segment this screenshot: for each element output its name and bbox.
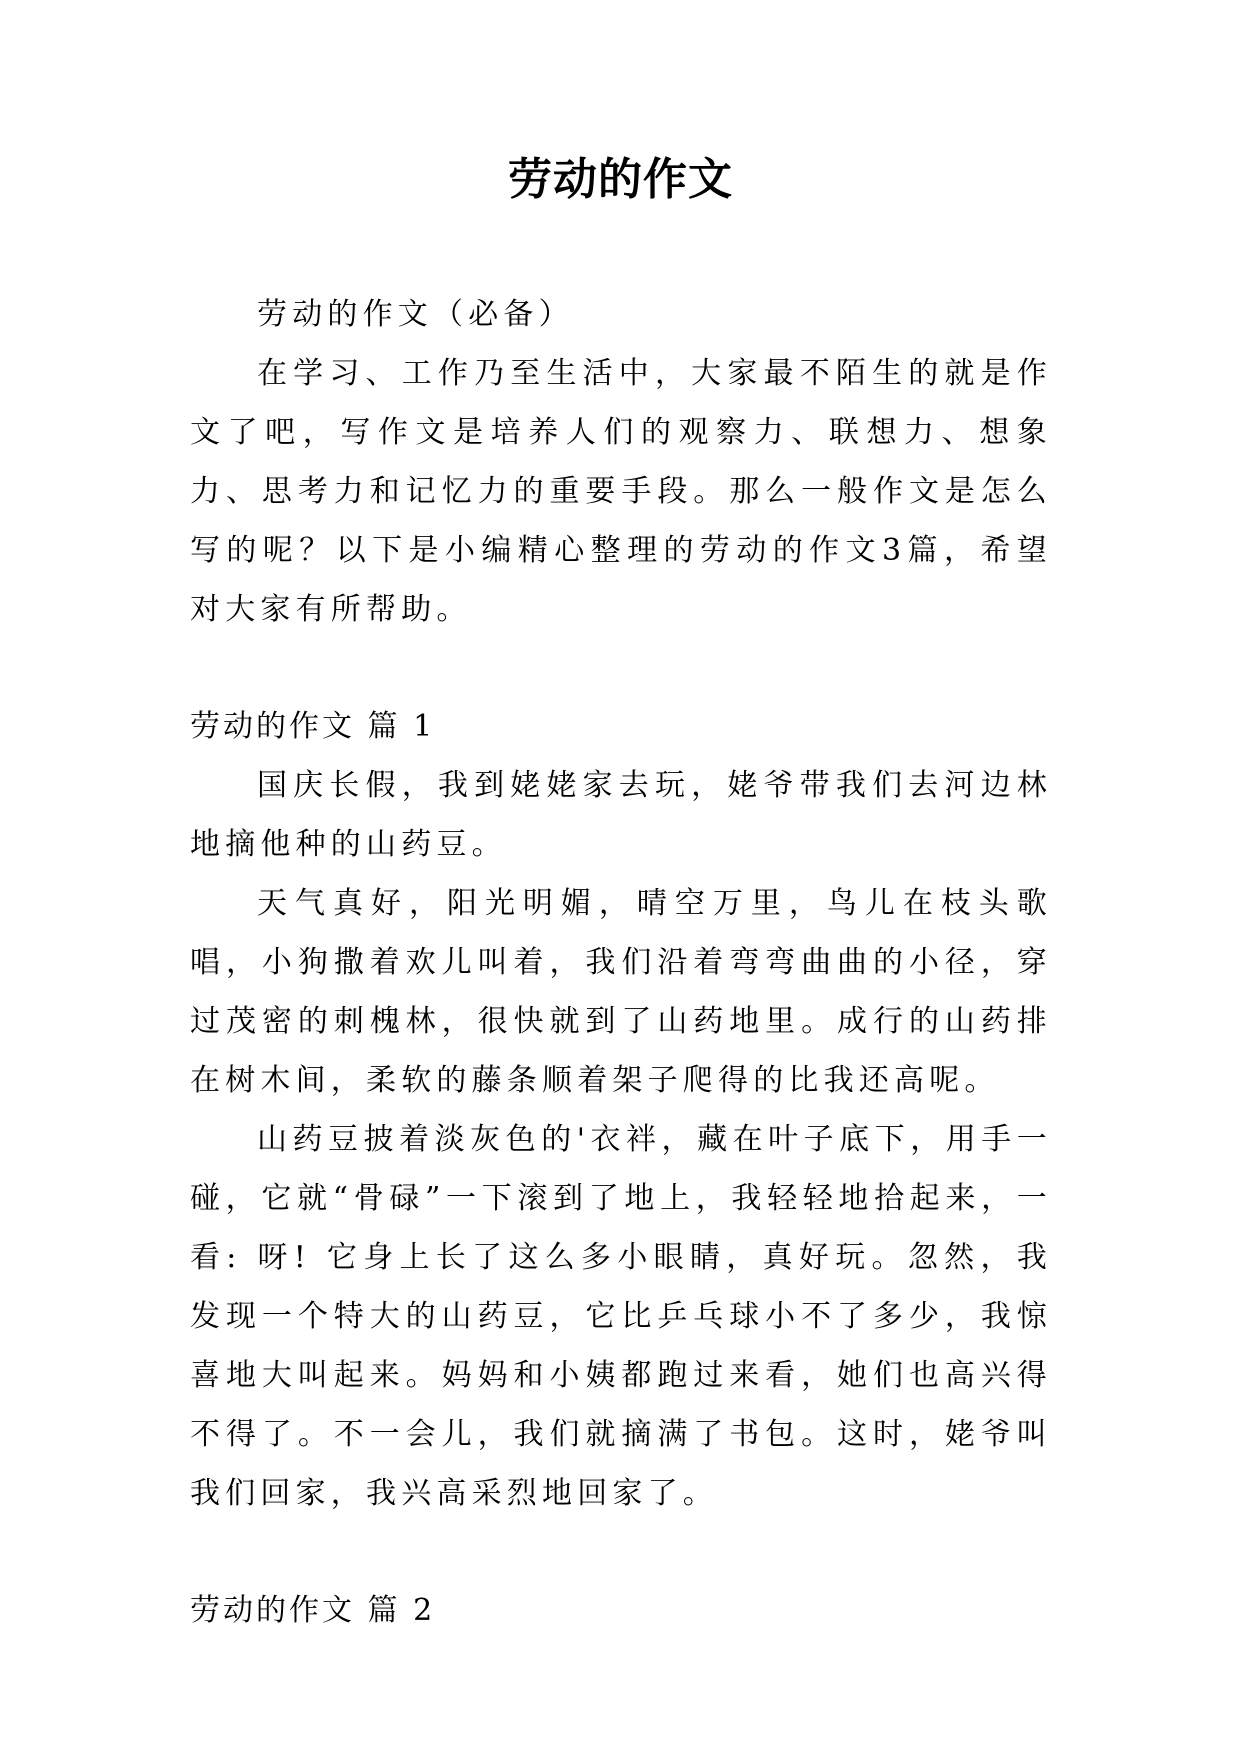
essay-1-paragraph-3: 山药豆披着淡灰色的'衣袢，藏在叶子底下，用手一碰，它就“骨碌”一下滚到了地上，我轻轻地拾起来，一看: 呀! 它身上长了这么多小眼睛，真好玩。忽然，我发现一个特大的山药豆，它比乒乓球小不了多少，我惊喜地大叫起来。妈妈和小姨都跑过来看，她们也高兴得不得了。不一会儿，我们就摘满了书包。这时，姥爷叫我们回家，我兴高采烈地回家了。 <box>190 1122 1052 1511</box>
essay-2-heading: 劳动的作文 篇 2 <box>190 1593 436 1628</box>
intro-paragraph: 在学习、工作乃至生活中，大家最不陌生的就是作文了吧，写作文是培养人们的观察力、联想力、想象力、思考力和记忆力的重要手段。那么一般作文是怎么写的呢？以下是小编精心整理的劳动的作文3篇，希望对大家有所帮助。 <box>190 356 1052 627</box>
essay-1-paragraph-1: 国庆长假，我到姥姥家去玩，姥爷带我们去河边林地摘他种的山药豆。 <box>190 768 1052 862</box>
document-title: 劳动的作文 <box>508 154 733 205</box>
document-body <box>190 285 1052 1640</box>
document-subtitle: 劳动的作文（必备） <box>257 297 574 332</box>
essay-1-heading: 劳动的作文 篇 1 <box>190 709 436 744</box>
essay-1-paragraph-2: 天气真好，阳光明媚，晴空万里，鸟儿在枝头歌唱，小狗撒着欢儿叫着，我们沿着弯弯曲曲的小径，穿过茂密的刺槐林，很快就到了山药地里。成行的山药排在树木间，柔软的藤条顺着架子爬得的比我还高呢。 <box>190 886 1052 1098</box>
